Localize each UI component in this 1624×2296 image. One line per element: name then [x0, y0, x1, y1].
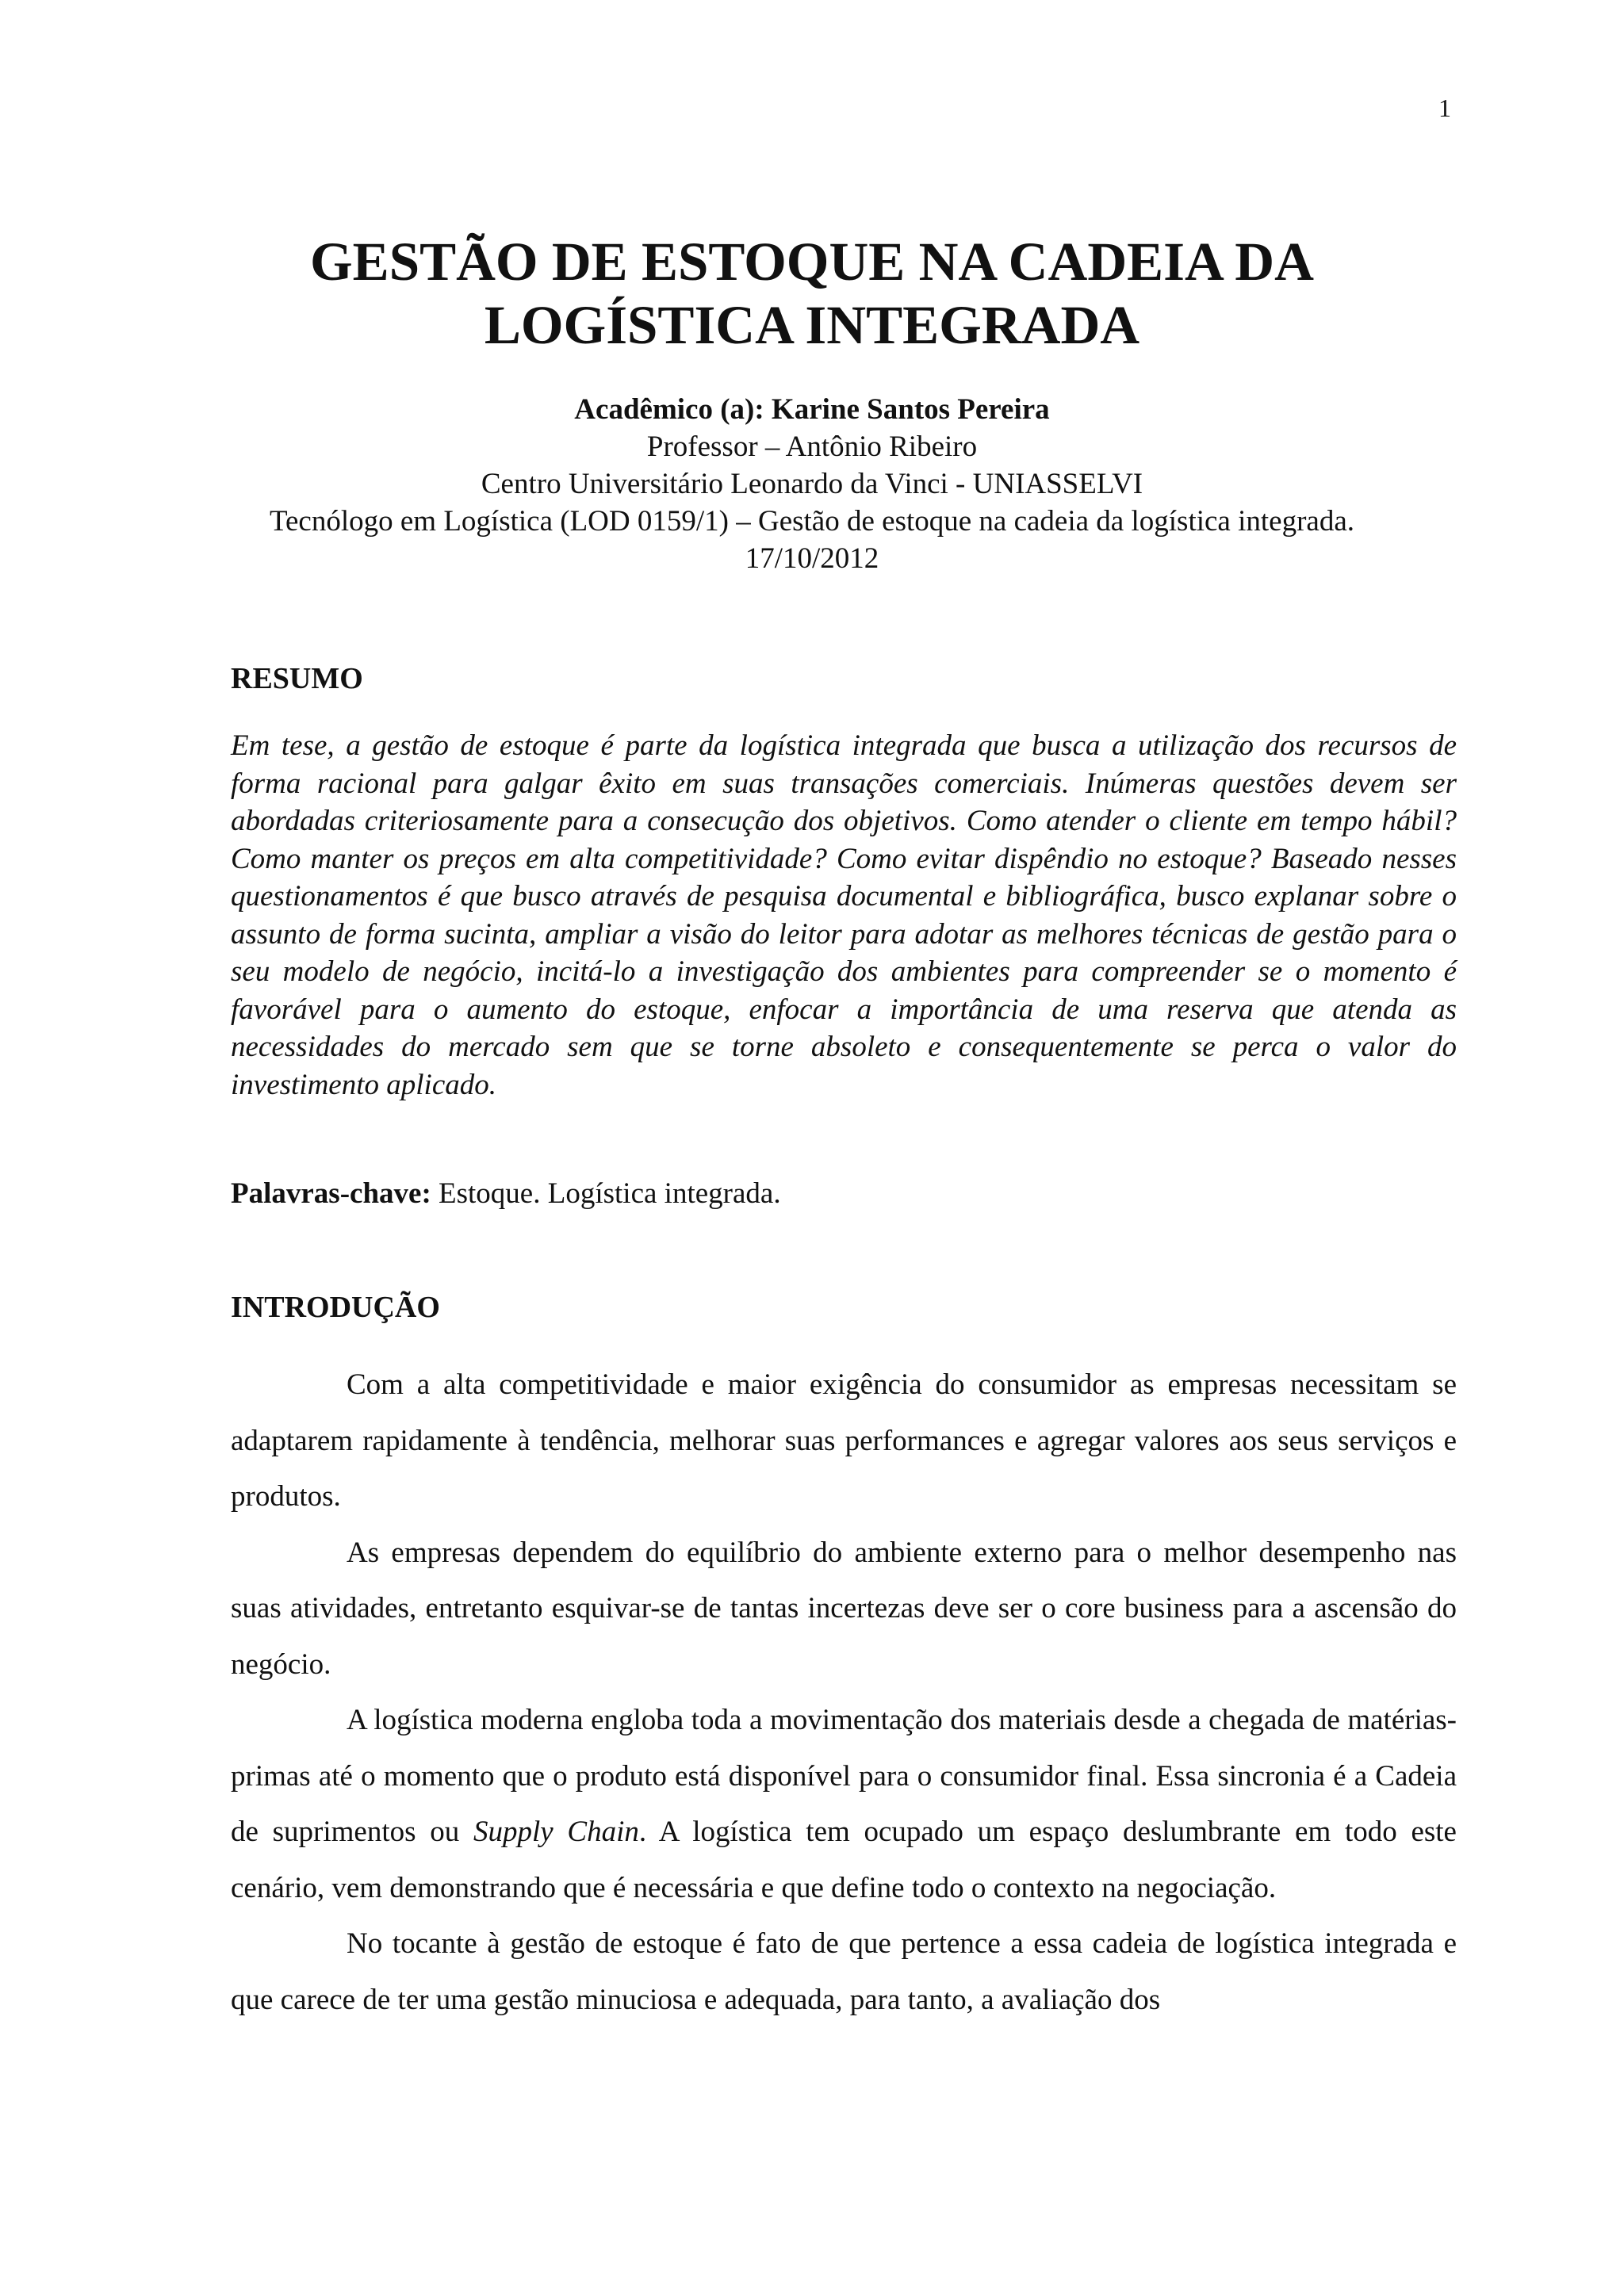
title-line-2: LOGÍSTICA INTEGRADA: [484, 295, 1140, 355]
introduction-paragraph-4: No tocante à gestão de estoque é fato de que pertence a essa cadeia de logística integrada e que carece de ter uma gestão minuciosa e adequada, para tanto, a avaliação dos: [231, 1927, 1457, 2016]
institution-name: Centro Universitário Leonardo da Vinci - UNIASSELVI: [481, 468, 1143, 500]
paragraph-3-text-end: . A logística tem ocupado um espaço deslumbrante em todo este cenário, vem demonstrando que é necessária e que define todo o contexto na negociação.: [231, 1816, 1457, 1904]
professor-name: Professor – Antônio Ribeiro: [646, 430, 978, 463]
title-line-1: GESTÃO DE ESTOQUE NA CADEIA DA: [310, 232, 1314, 292]
author-block: [0, 391, 1624, 577]
keywords-value: Estoque. Logística integrada.: [431, 1177, 781, 1210]
paragraph-3-text-start: A logística moderna engloba toda a movimentação dos materiais desde a chegada de matérias-primas até o momento que o produto está disponível para o consumidor final. Essa sincronia é a Cadeia de suprimentos ou: [231, 1704, 1457, 1848]
introduction-body: [231, 1357, 1457, 2028]
keywords-label: Palavras-chave:: [231, 1177, 431, 1210]
author-name: Acadêmico (a): Karine Santos Pereira: [574, 393, 1050, 426]
keywords: [231, 1177, 781, 1211]
supply-chain-term: Supply Chain: [473, 1816, 639, 1848]
abstract-text: Em tese, a gestão de estoque é parte da logística integrada que busca a utilização dos recursos de forma racional para galgar êxito em suas transações comerciais. Inúmeras questões devem ser abordadas criteriosamente para a consecução dos objetivos. Como atender o cliente em tempo hábil? Como manter os preços em alta competitividade? Como evitar dispêndio no estoque? Baseado nesses questionamentos é que busco através de pesquisa documental e bibliográfica, busco explanar sobre o assunto de forma sucinta, ampliar a visão do leitor para adotar as melhores técnicas de gestão para o seu modelo de negócio, incitá-lo a investigação dos ambientes para compreender se o momento é favorável para o aumento do estoque, enfocar a importância de uma reserva que atenda as necessidades do mercado sem que se torne absoleto e consequentemente se perca o valor do investimento aplicado.: [231, 729, 1457, 1101]
document-date: 17/10/2012: [745, 542, 879, 575]
page-title: [0, 230, 1624, 357]
course-name: Tecnólogo em Logística (LOD 0159/1) – Gestão de estoque na cadeia da logística integrada.: [269, 505, 1354, 538]
page-number: 1: [1438, 94, 1451, 122]
introduction-heading: INTRODUÇÃO: [231, 1291, 440, 1324]
abstract-heading: RESUMO: [231, 662, 363, 695]
introduction-paragraph-1: Com a alta competitividade e maior exigência do consumidor as empresas necessitam se adaptarem rapidamente à tendência, melhorar suas performances e agregar valores aos seus serviços e produtos.: [231, 1368, 1457, 1513]
introduction-paragraph-3: [231, 1693, 1457, 1916]
introduction-paragraph-2: As empresas dependem do equilíbrio do ambiente externo para o melhor desempenho nas suas atividades, entretanto esquivar-se de tantas incertezas deve ser o core business para a ascensão do negócio.: [231, 1536, 1457, 1681]
